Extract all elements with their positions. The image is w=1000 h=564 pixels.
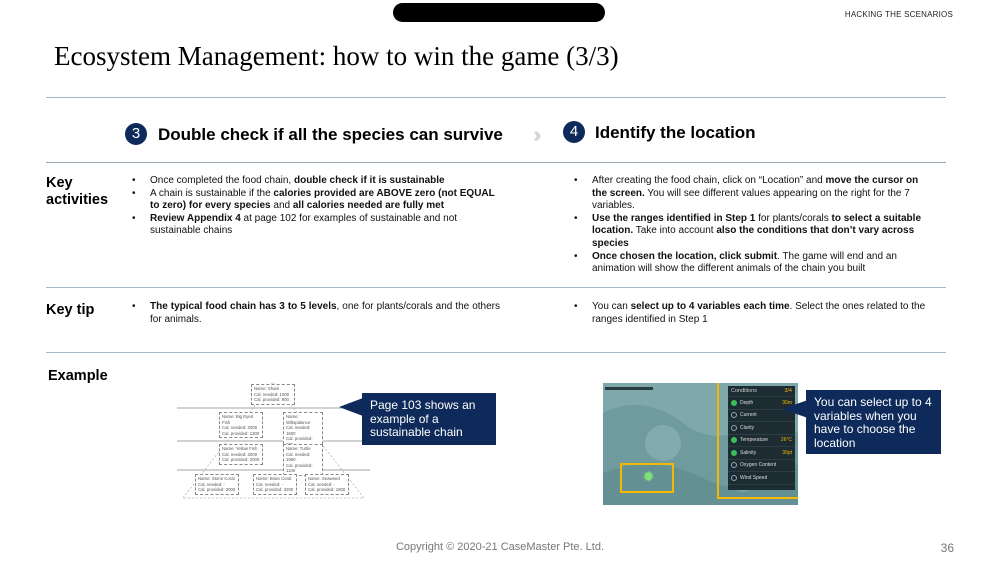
condition-label: Clarity [740, 424, 755, 431]
food-chain-node [253, 474, 297, 495]
node-text: Cal. provided: 1100 [286, 462, 313, 473]
condition-item[interactable] [728, 435, 795, 448]
node-text: Cal. provided: 3200 [256, 487, 294, 492]
node-text: Cal. needed: - [256, 481, 283, 487]
food-chain-node [195, 474, 239, 495]
unchecked-icon [731, 412, 737, 418]
condition-value: 26°C [780, 437, 792, 444]
callout-arrow [782, 400, 808, 418]
row-divider [46, 352, 946, 353]
condition-label: Wind Speed [740, 474, 768, 481]
callout-sustainable-chain: Page 103 shows an example of a sustainable chain [362, 393, 496, 445]
condition-label: Current [740, 412, 757, 419]
key-tip-step4-list [574, 301, 934, 326]
condition-label: Salinity [740, 449, 757, 456]
condition-label: Depth [740, 399, 754, 406]
node-text: Cal. provided: 1800 [308, 487, 346, 492]
conditions-header [728, 386, 795, 397]
condition-item[interactable] [728, 460, 795, 473]
condition-item[interactable] [728, 472, 795, 485]
node-text: Cal. provided: 2000 [198, 487, 236, 492]
copyright: Copyright © 2020-21 CaseMaster Pte. Ltd. [395, 541, 605, 553]
bullet-item: • The typical food chain has 3 to 5 levels, one for plants/corals and the others for animals. [132, 301, 500, 326]
unchecked-icon [731, 475, 737, 481]
bullet-item: • Review Appendix 4 at page 102 for examples of sustainable and not sustainable chains [132, 213, 502, 238]
food-chain-node [219, 444, 263, 465]
key-activities-step3-list [132, 175, 502, 238]
node-text: Cal. needed: 1600 [286, 425, 311, 436]
node-text: Cal. provided: 1300 [222, 430, 260, 436]
node-text: Cal. needed: - [308, 481, 335, 487]
node-text: Name: Wiltspalance [286, 414, 311, 425]
header-divider [46, 162, 946, 163]
step-4-number: 4 [563, 121, 585, 143]
food-chain-node [219, 412, 263, 438]
key-tip-step3-list [132, 301, 500, 326]
node-text: Cal. needed: - [198, 481, 225, 487]
condition-value: 30pt [782, 449, 792, 456]
chevron-right-icon: ›› [533, 122, 536, 147]
conditions-count: 3/4 [784, 388, 792, 394]
bullet-item: • Once completed the food chain, double check if it is sustainable [132, 175, 502, 188]
row-divider [46, 287, 946, 288]
food-chain-node [283, 444, 323, 476]
food-chain-node [305, 474, 349, 495]
conditions-title: Conditions [731, 388, 757, 394]
node-text: Name: Turtle [286, 446, 311, 451]
location-screenshot [603, 383, 798, 505]
step-3-number: 3 [125, 123, 147, 145]
checked-icon [731, 437, 737, 443]
callout-arrow [339, 398, 363, 416]
node-text: Cal. needed: 1000 [254, 391, 290, 397]
checked-icon [731, 450, 737, 456]
row-label-key-tip: Key tip [46, 302, 95, 318]
node-text: Cal. provided: [286, 436, 313, 441]
bullet-item: • You can select up to 4 variables each time. Select the ones related to the ranges identified in Step 1 [574, 301, 934, 326]
row-label-example: Example [48, 368, 108, 384]
condition-item[interactable] [728, 447, 795, 460]
bullet-item: • After creating the food chain, click on “Location” and move the cursor on the screen. You will see different values appearing on the right for the 7 variables. [574, 175, 934, 213]
food-chain-node [251, 384, 295, 405]
step-3-title: Double check if all the species can survive [158, 125, 503, 144]
node-text: Cal. needed: 1960 [286, 451, 311, 462]
section-tag: HACKING THE SCENARIOS [844, 10, 953, 19]
row-label-line: activities [46, 192, 109, 208]
unchecked-icon [731, 425, 737, 431]
row-label-key-activities [46, 175, 108, 209]
condition-item[interactable] [728, 422, 795, 435]
page-number: 36 [940, 541, 954, 555]
title-divider [46, 97, 946, 98]
bullet-item: • Use the ranges identified in Step 1 for plants/corals to select a suitable location. Take into account also the conditions that don’t vary across species [574, 213, 934, 251]
species-marker-icon: ✹ [643, 469, 654, 484]
unchecked-icon [731, 462, 737, 468]
step-4-title: Identify the location [595, 123, 756, 142]
redacted-bar [393, 3, 605, 22]
page-title: Ecosystem Management: how to win the game (3/3) [54, 41, 619, 71]
node-text: Name: Big Eyed Fish [222, 414, 254, 425]
node-text: Cal. provided: 900 [254, 397, 289, 402]
key-activities-step4-list [574, 175, 934, 276]
checked-icon [731, 400, 737, 406]
node-text: Name: Brain Coral [256, 476, 292, 481]
condition-label: Temperature [740, 437, 769, 444]
node-text: Cal. needed: 2000 [222, 425, 258, 430]
node-text: Cal. needed: 3000 [222, 451, 258, 457]
condition-label: Oxygen Content [740, 462, 777, 469]
node-text: Name: Yellow Fish [222, 446, 258, 451]
node-text: Name: Seaweed [308, 476, 340, 481]
node-text: Cal. provided: 2000 [222, 457, 260, 462]
bullet-item: • Once chosen the location, click submit. The game will end and an animation will show the different animals of the chain you built [574, 251, 934, 276]
callout-variables: You can select up to 4 variables when you have to choose the location [806, 390, 941, 454]
node-text: Name: Stone Coral [198, 476, 235, 481]
condition-value: 30m [782, 399, 792, 406]
bullet-item: • A chain is sustainable if the calories provided are ABOVE zero (not EQUAL to zero) for every species and all calories needed are fully met [132, 188, 502, 213]
row-label-line: Key [46, 175, 73, 191]
node-text: Name: Shark [254, 386, 280, 391]
